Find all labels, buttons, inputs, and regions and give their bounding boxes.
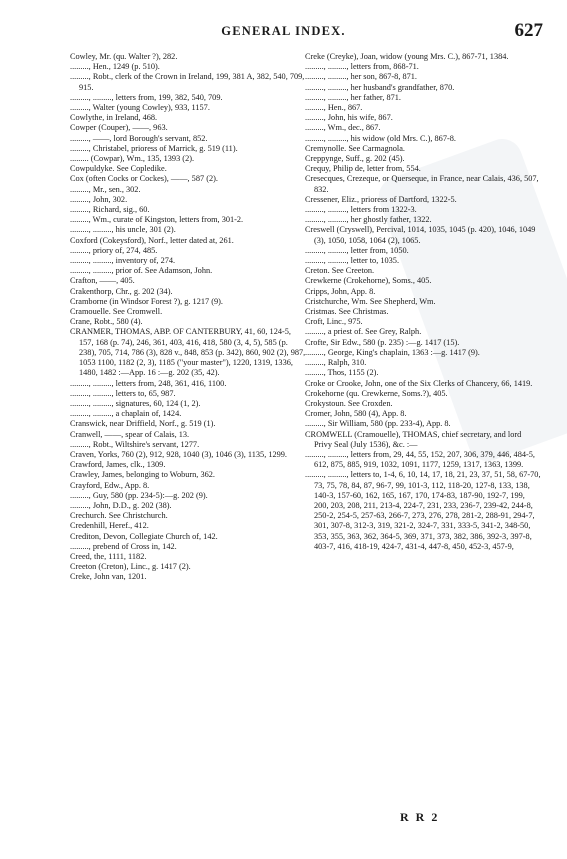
index-entry: Cripps, John, App. 8. [305,286,376,296]
index-entry: ........., ........., his widow (old Mrs. C.), 867-8. [305,133,456,143]
index-entry: ........., ——, lord Borough's servant, 852. [70,133,208,143]
index-column-left [70,52,306,583]
index-entry: ........., Richard, sig., 60. [70,205,150,215]
index-entry: Crediton, Devon, Collegiate Church of, 142. [70,531,218,541]
index-entry: CROMWELL (Cramouelle), THOMAS, chief secretary, and lord Privy Seal (July 1536), &c. :— [305,429,522,449]
index-entry: ........., Robt., Wiltshire's servant, 1277. [70,439,200,449]
index-entry: Crane, Robt., 580 (4). [70,317,143,327]
index-entry: Crawford, James, clk., 1309. [70,460,166,470]
index-entry: ........., prebend of Cross in, 142. [70,541,177,551]
index-entry: ........., ........., her husband's grandfather, 870. [305,82,455,92]
index-entry: Cranwell, ——, spear of Calais, 13. [70,429,190,439]
index-entry: ........., Guy, 580 (pp. 234-5):—g. 202 (9). [70,490,208,500]
index-entry: Crequy, Philip de, letter from, 554. [305,164,421,174]
index-entry: Creton. See Creeton. [305,266,375,276]
index-entry: ........., George, King's chaplain, 1363 :—g. 1417 (9). [305,347,480,357]
index-entry: ........., ........., letters from, 29, 44, 55, 152, 207, 306, 379, 446, 484-5, 612, 875, 885, 919, 1032, 1091, 1177, 1259, 1317, 1363, 1399. [305,449,535,470]
index-entry: Cranswick, near Driffield, Norf., g. 519 (1). [70,419,216,429]
index-entry: ........., Wm., dec., 867. [305,123,381,133]
index-entry: CRANMER, THOMAS, ABP. OF CANTERBURY, 41, 60, 124-5, 157, 168 (p. 74), 246, 361, 403, 416, 418, 580 (3, 4, 5), 585 (p. 238), 705, 714, 786 (3), 828 v., 848, 853 (p. 342), 860, 902 (2), 987, 1053 1100, 1182 (2, 3), 1185 ("your master"), 1220, 1319, 1336, 1480, 1482 :—App. 16 :—g. 202 (35, 42). [70,327,306,378]
index-entry: ........., Walter (young Cowley), 933, 1157. [70,103,210,113]
index-entry: ........., a priest of. See Grey, Ralph. [305,327,422,337]
index-entry: ........., Robt., clerk of the Crown in Ireland, 199, 381 A, 382, 540, 709, 915. [70,72,305,92]
index-entry: Crechurch. See Christchurch. [70,511,168,521]
index-entry: ........., ........., her son, 867-8, 871. [305,72,417,82]
index-entry: Cox (often Cocks or Cockes), ——, 587 (2). [70,174,218,184]
index-entry: ......... (Cowpar), Wm., 135, 1393 (2). [70,154,195,164]
index-entry: ........., ........., letter to, 1035. [305,256,400,266]
index-entry: ........., Thos, 1155 (2). [305,368,379,378]
index-entry: ........., Hen., 867. [305,103,363,113]
index-entry: Creppynge, Suff., g. 202 (45). [305,154,405,164]
index-entry: Creke (Creyke), Joan, widow (young Mrs. C.), 867-71, 1384. [305,52,509,61]
index-entry: ........., John, his wife, 867. [305,113,393,123]
index-entry: Cromer, John, 580 (4), App. 8. [305,409,407,419]
index-entry: Craven, Yorks, 760 (2), 912, 928, 1040 (3), 1046 (3), 1135, 1299. [70,449,288,459]
index-entry: Creke, John van, 1201. [70,572,147,582]
index-entry: Credenhill, Heref., 412. [70,521,149,531]
index-entry: Cramborne (in Windsor Forest ?), g. 1217 (9). [70,296,223,306]
index-entry: ........., ........., letters from, 199, 382, 540, 709. [70,92,223,102]
index-entry: ........., ........., a chaplain of, 1424. [70,409,182,419]
index-entry: Crofte, Sir Edw., 580 (p. 235) :—g. 1417 (15). [305,337,460,347]
index-entry: ........., ........., letters from, 868-71. [305,62,419,72]
index-entry: ........., ........., letters to, 65, 987. [70,388,176,398]
page-header [0,20,567,44]
index-entry: Cressener, Eliz., prioress of Dartford, 1322-5. [305,194,457,204]
index-entry: Coxford (Cokeysford), Norf., letter dated at, 261. [70,235,234,245]
index-entry: Crafton, ——, 405. [70,276,135,286]
index-entry: Cowlythe, in Ireland, 468. [70,113,158,123]
index-entry: ........., Sir William, 580 (pp. 233-4), App. 8. [305,419,451,429]
index-entry: Crewkerne (Crokehorne), Soms., 405. [305,276,432,286]
index-entry: ........., John, D.D., g. 202 (38). [70,500,172,510]
index-entry: ........., ........., letters from 1322-3. [305,205,417,215]
index-entry: ........., priory of, 274, 485. [70,245,158,255]
index-entry: ........., Christabel, prioress of Marrick, g. 519 (11). [70,143,238,153]
index-entry: Cremynolle. See Carmagnola. [305,143,405,153]
index-entry: ........., ........., her ghostly father, 1322. [305,215,432,225]
index-entry: Croft, Linc., 975. [305,317,363,327]
index-entry: Crokehorne (qu. Crewkerne, Soms.?), 405. [305,388,448,398]
index-entry: Crayford, Edw., App. 8. [70,480,150,490]
index-entry: ........., ........., prior of. See Adamson, John. [70,266,213,276]
index-entry: Cowpuldyke. See Copledike. [70,164,167,174]
index-column-right [305,52,541,552]
index-entry: Cowper (Couper), ——, 963. [70,123,168,133]
index-entry: ........., Mr., sen., 302. [70,184,141,194]
index-entry: ........., Ralph, 310. [305,358,367,368]
index-entry: Crawley, James, belonging to Woburn, 362. [70,470,215,480]
index-entry: ........., ........., his uncle, 301 (2). [70,225,176,235]
index-entry: Creed, the, 1111, 1182. [70,551,147,561]
index-entry: ........., ........., letter from, 1050. [305,245,409,255]
index-entry: Cramouelle. See Cromwell. [70,307,163,317]
index-entry: Cristchurche, Wm. See Shepherd, Wm. [305,296,436,306]
index-entry: Creswell (Cryswell), Percival, 1014, 1035, 1045 (p. 420), 1046, 1049 (3), 1050, 1058, 1064 (2), 1065. [305,225,536,245]
index-entry: ........., ........., letters to, 1-4, 6, 10, 14, 17, 18, 21, 23, 37, 51, 58, 67-70, 73, 75, 78, 84, 87, 96-7, 99, 101-3, 112, 118-20, 127-8, 133, 138, 140-3, 157-60, 162, 165, 167, 170, 174-83, 187-90, 192-7, 199, 200, 203, 208, 211, 213-4, 224-7, 231, 233, 236-7, 239-42, 244-8, 250-2, 254-5, 257-63, 266-7, 273, 276, 278, 281-2, 288-91, 294-7, 301, 307-8, 312-3, 319, 321-2, 324-7, 331, 333-5, 341-2, 348-50, 353, 355, 363, 362, 364-5, 369, 371, 373, 382, 386, 392-3, 397-8, 403-7, 416, 418-19, 424-7, 431-4, 447-8, 450, 452-3, 457-9, [305,470,541,551]
index-entry: Croke or Crooke, John, one of the Six Clerks of Chancery, 66, 1419. [305,378,533,388]
index-entry: Cowley, Mr. (qu. Walter ?), 282. [70,52,178,61]
index-entry: Creeton (Creton), Linc., g. 1417 (2). [70,562,191,572]
index-entry: ........., Hen., 1249 (p. 510). [70,62,160,72]
index-entry: ........., Wm., curate of Kingston, letters from, 301-2. [70,215,244,225]
index-entry: Crokystoun. See Croxden. [305,398,393,408]
index-entry: ........., John, 302. [70,194,128,204]
index-entry: Cristmas. See Christmas. [305,307,389,317]
index-entry: ........., ........., letters from, 248, 361, 416, 1100. [70,378,227,388]
page-title: GENERAL INDEX. [221,24,346,38]
index-entry: ........., ........., inventory of, 274. [70,256,176,266]
index-entry: ........., ........., her father, 871. [305,92,401,102]
page-number: 627 [514,20,543,41]
signature-mark: R R 2 [400,810,440,824]
index-entry: Crakenthorp, Chr., g. 202 (34). [70,286,173,296]
index-entry: Cresecques, Crezeque, or Querseque, in France, near Calais, 436, 507, 832. [305,174,539,194]
index-entry: ........., ........., signatures, 60, 124 (1, 2). [70,398,201,408]
